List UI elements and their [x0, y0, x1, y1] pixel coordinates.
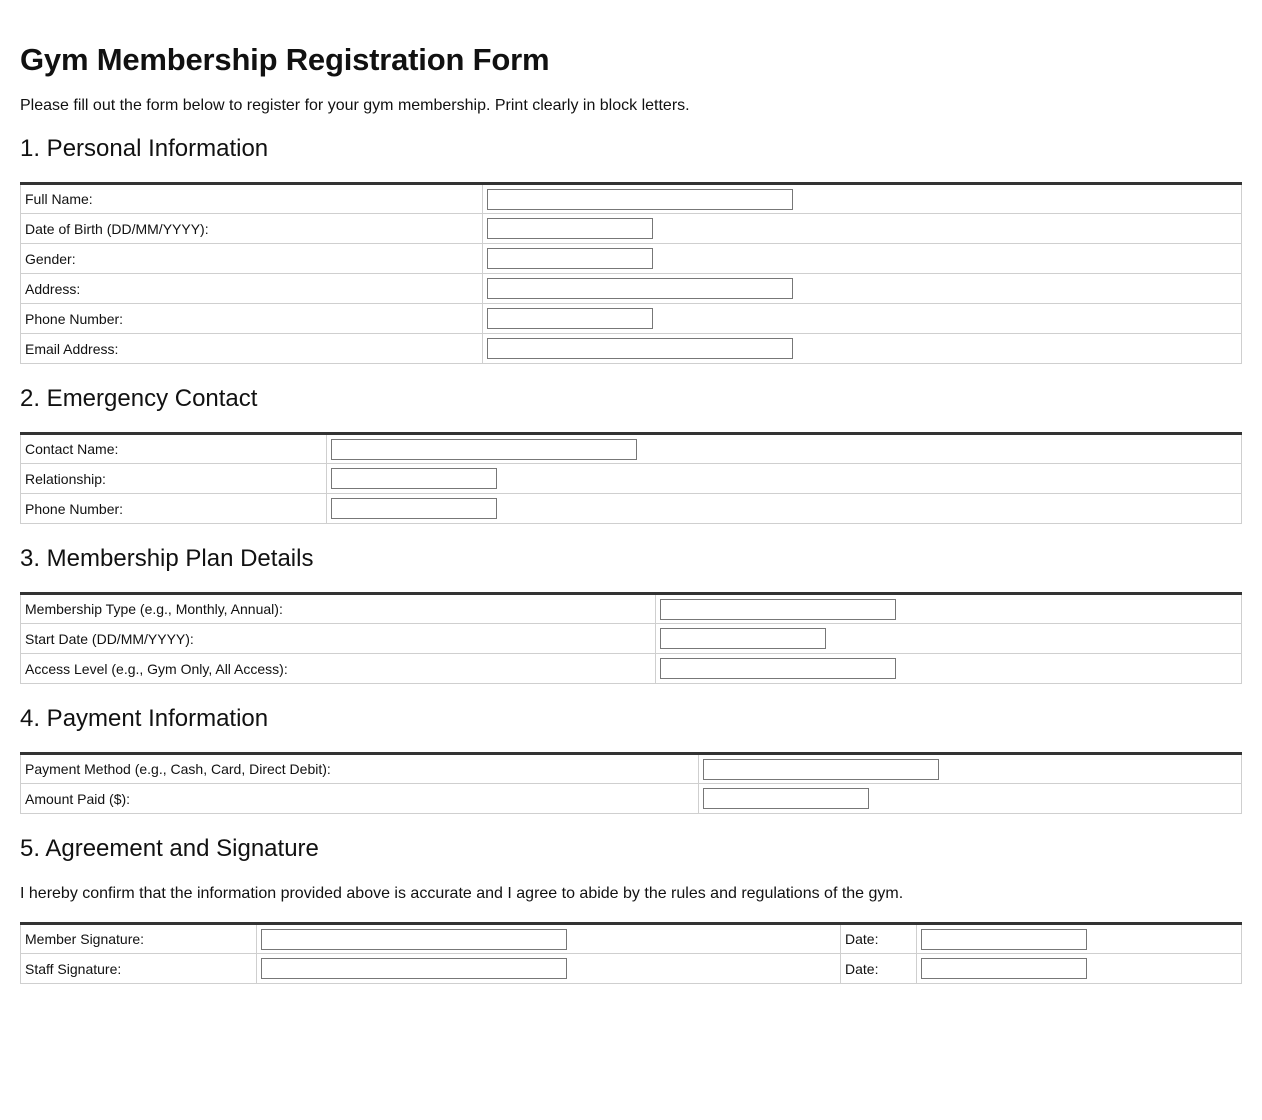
member-signature-field[interactable] [261, 929, 567, 950]
emergency-contact-table [20, 432, 1242, 524]
member-date-label: Date: [841, 924, 917, 954]
table-row [21, 954, 1242, 984]
contact-name-field[interactable] [331, 439, 637, 460]
phone-number-field[interactable] [487, 308, 653, 329]
section-personal-title: 1. Personal Information [20, 135, 269, 162]
table-row [21, 244, 1242, 274]
payment-method-label: Payment Method (e.g., Cash, Card, Direct Debit): [21, 754, 699, 784]
emergency-phone-field[interactable] [331, 498, 497, 519]
table-row [21, 274, 1242, 304]
membership-type-label: Membership Type (e.g., Monthly, Annual): [21, 594, 656, 624]
staff-date-field[interactable] [921, 958, 1087, 979]
section-payment-title: 4. Payment Information [20, 705, 269, 732]
membership-plan-table [20, 592, 1242, 684]
section-plan-title: 3. Membership Plan Details [20, 545, 314, 572]
amount-paid-label: Amount Paid ($): [21, 784, 699, 814]
membership-type-field[interactable] [660, 599, 896, 620]
table-row [21, 784, 1242, 814]
staff-signature-field[interactable] [261, 958, 567, 979]
table-row [21, 924, 1242, 954]
table-row [21, 754, 1242, 784]
table-row [21, 464, 1242, 494]
table-row [21, 334, 1242, 364]
emergency-phone-label: Phone Number: [21, 494, 327, 524]
section-emergency-title: 2. Emergency Contact [20, 385, 258, 412]
address-label: Address: [21, 274, 483, 304]
agreement-text: I hereby confirm that the information provided above is accurate and I agree to abide by the rules and regulations of the gym. [20, 885, 904, 902]
address-field[interactable] [487, 278, 793, 299]
full-name-field[interactable] [487, 189, 793, 210]
payment-info-table [20, 752, 1242, 814]
table-row [21, 594, 1242, 624]
member-signature-label: Member Signature: [21, 924, 257, 954]
table-row [21, 624, 1242, 654]
contact-name-label: Contact Name: [21, 434, 327, 464]
full-name-label: Full Name: [21, 184, 483, 214]
payment-method-field[interactable] [703, 759, 939, 780]
table-row [21, 304, 1242, 334]
table-row [21, 184, 1242, 214]
email-address-field[interactable] [487, 338, 793, 359]
staff-date-label: Date: [841, 954, 917, 984]
start-date-field[interactable] [660, 628, 826, 649]
table-row [21, 494, 1242, 524]
signature-table [20, 922, 1242, 984]
member-date-field[interactable] [921, 929, 1087, 950]
personal-info-table [20, 182, 1242, 364]
section-agreement-title: 5. Agreement and Signature [20, 835, 319, 862]
email-address-label: Email Address: [21, 334, 483, 364]
table-row [21, 434, 1242, 464]
table-row [21, 654, 1242, 684]
intro-text: Please fill out the form below to register for your gym membership. Print clearly in block letters. [20, 97, 690, 114]
amount-paid-field[interactable] [703, 788, 869, 809]
date-of-birth-label: Date of Birth (DD/MM/YYYY): [21, 214, 483, 244]
relationship-label: Relationship: [21, 464, 327, 494]
gender-label: Gender: [21, 244, 483, 274]
staff-signature-label: Staff Signature: [21, 954, 257, 984]
start-date-label: Start Date (DD/MM/YYYY): [21, 624, 656, 654]
page-title: Gym Membership Registration Form [20, 42, 550, 77]
phone-number-label: Phone Number: [21, 304, 483, 334]
access-level-label: Access Level (e.g., Gym Only, All Access): [21, 654, 656, 684]
date-of-birth-field[interactable] [487, 218, 653, 239]
table-row [21, 214, 1242, 244]
gender-field[interactable] [487, 248, 653, 269]
relationship-field[interactable] [331, 468, 497, 489]
access-level-field[interactable] [660, 658, 896, 679]
